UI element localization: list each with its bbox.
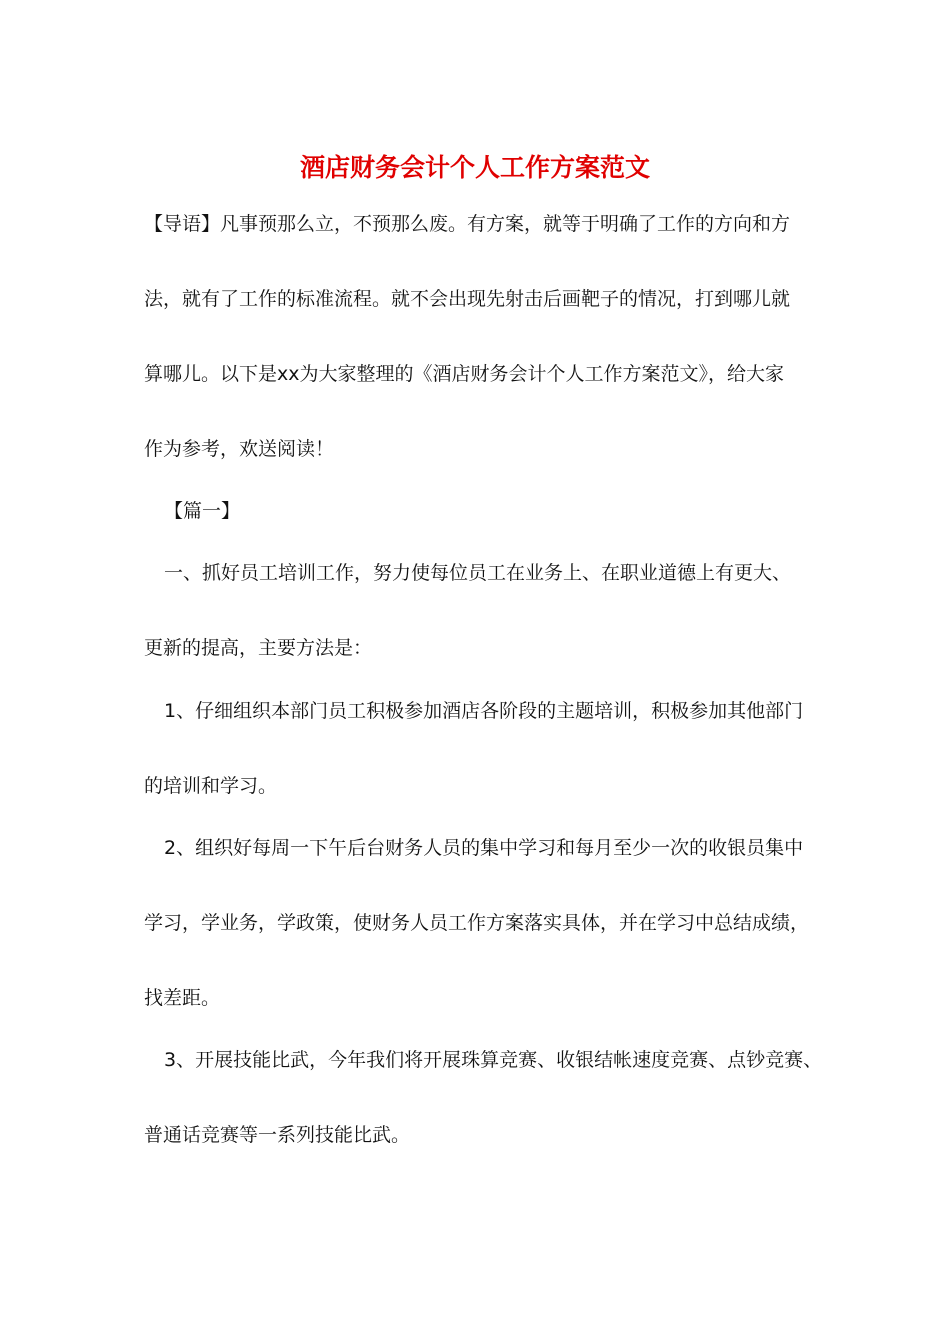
section-heading: 【篇一】 [164,500,241,522]
paragraph-line: 2、组织好每周一下午后台财务人员的集中学习和每月至少一次的收银员集中 [164,837,804,859]
intro-line-2: 法，就有了工作的标准流程。就不会出现先射击后画靶子的情况，打到哪儿就 [144,288,791,310]
paragraph-line: 3、开展技能比武，今年我们将开展珠算竞赛、收银结帐速度竞赛、点钞竞赛、 [164,1049,823,1071]
document-title: 酒店财务会计个人工作方案范文 [299,153,650,182]
paragraph-line: 普通话竞赛等一系列技能比武。 [144,1124,411,1146]
intro-line-4: 作为参考，欢送阅读！ [144,438,335,460]
intro-line-1: 【导语】凡事预那么立，不预那么废。有方案，就等于明确了工作的方向和方 [144,213,791,235]
paragraph-line: 1、仔细组织本部门员工积极参加酒店各阶段的主题培训，积极参加其他部门 [164,700,804,722]
paragraph-line: 一、抓好员工培训工作，努力使每位员工在业务上、在职业道德上有更大、 [164,562,792,584]
paragraph-line: 找差距。 [144,987,221,1009]
paragraph-line: 学习，学业务，学政策，使财务人员工作方案落实具体，并在学习中总结成绩， [144,912,810,934]
intro-line-3: 算哪儿。以下是xx为大家整理的《酒店财务会计个人工作方案范文》，给大家 [144,363,784,385]
paragraph-line: 更新的提高，主要方法是： [144,637,373,659]
paragraph-line: 的培训和学习。 [144,775,278,797]
